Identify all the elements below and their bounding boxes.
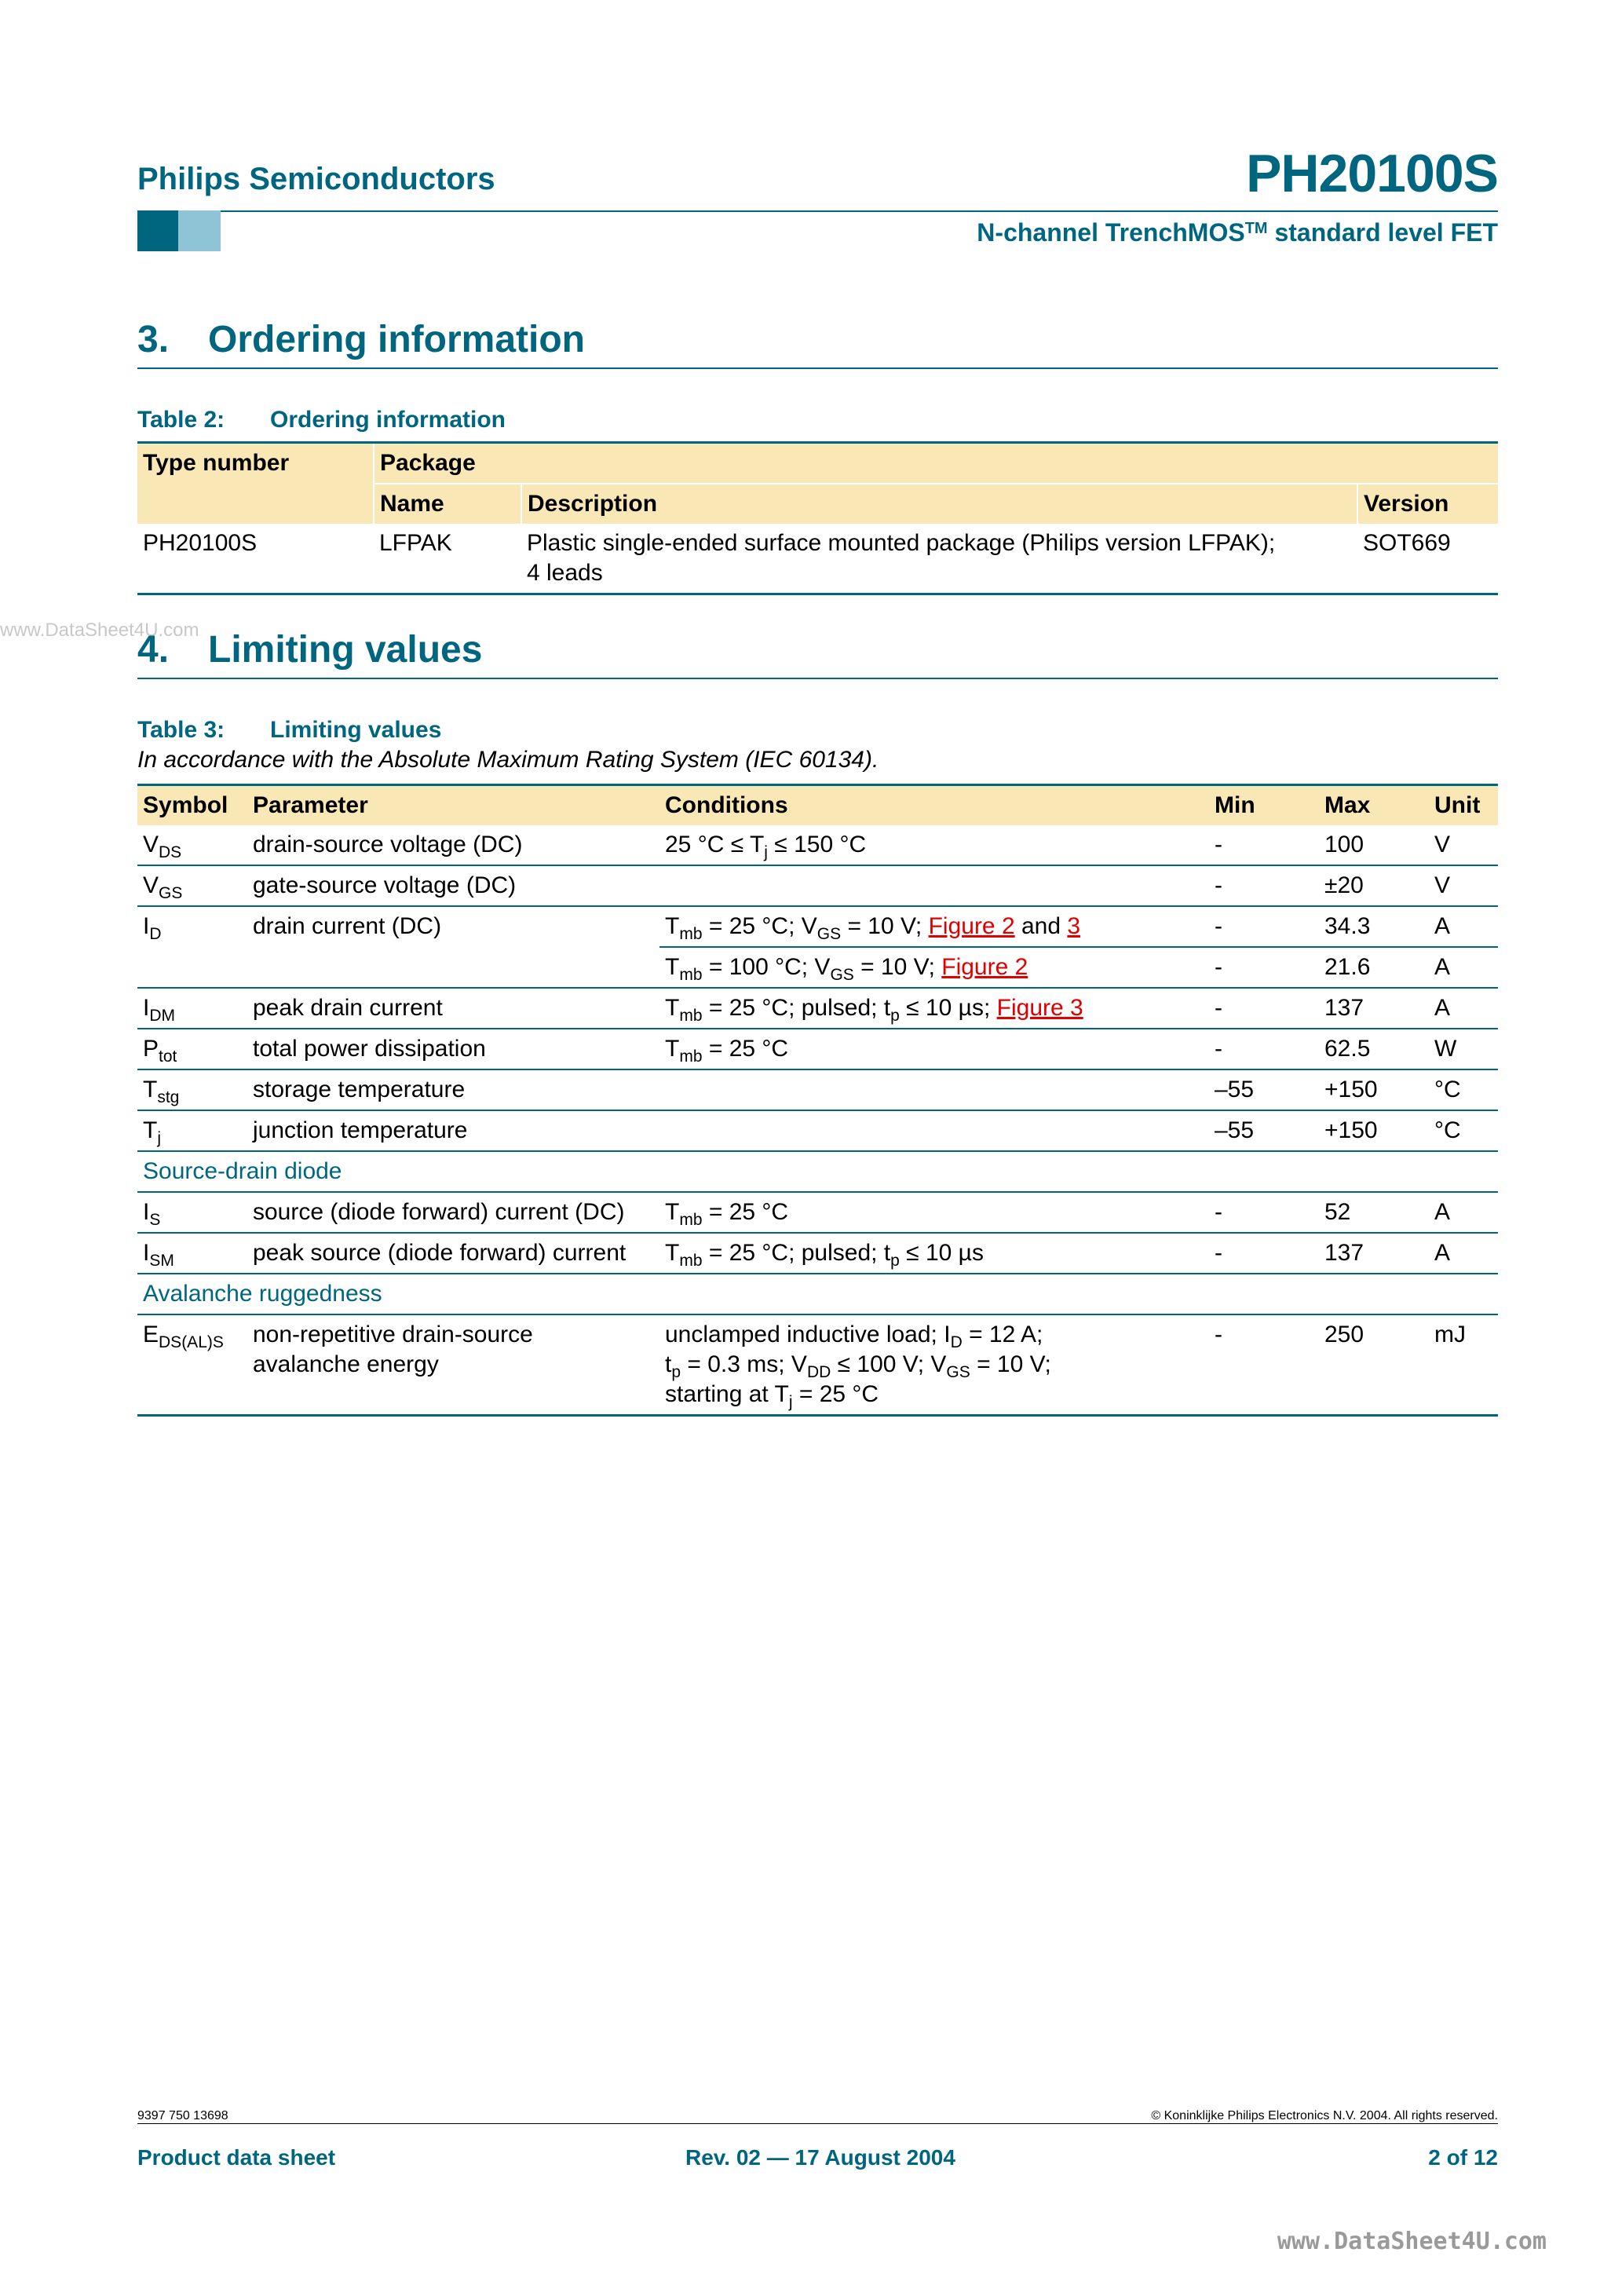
page-number: 2 of 12 xyxy=(1428,2145,1498,2170)
header-min: Min xyxy=(1209,785,1319,826)
copyright: © Koninklijke Philips Electronics N.V. 2004. All rights reserved. xyxy=(1151,2109,1498,2122)
figure-2-link[interactable]: Figure 2 xyxy=(928,913,1015,939)
section-rule xyxy=(137,678,1498,679)
watermark-side: www.DataSheet4U.com xyxy=(0,620,199,641)
table-row: $T_{stg}$ storage temperature –55 +150 °C xyxy=(137,1069,1498,1110)
footer-rule xyxy=(137,2123,1498,2124)
table-row: $V_{GS}$ gate-source voltage (DC) - ±20 V xyxy=(137,865,1498,906)
table-row: PH20100S LFPAK Plastic single-ended surface mounted package (Philips version LFPAK); 4 leads SOT669 xyxy=(137,524,1498,594)
table-caption-limiting: Table 3: Limiting values xyxy=(137,717,442,743)
header-parameter: Parameter xyxy=(247,785,659,826)
table-row: $P_{tot}$ total power dissipation $T_{mb} = 25$ °C - 62.5 W xyxy=(137,1029,1498,1069)
header-rule xyxy=(137,210,1498,212)
header-name: Name xyxy=(374,484,521,524)
table-row: $I_{DM}$ peak drain current $T_{mb} = 25$ °C; pulsed; $t_p \le 10$ µs; Figure 3 - 137 A xyxy=(137,988,1498,1029)
document-subtitle: N-channel TrenchMOS™ standard level FET xyxy=(977,218,1498,247)
table-row: $I_D$ drain current (DC) $T_{mb} = 25$ °C; $V_{GS} = 10$ V; Figure 2 and 3 - 34.3 A xyxy=(137,906,1498,947)
group-row-source-drain-diode: Source-drain diode xyxy=(137,1151,1498,1192)
header-symbol: Symbol xyxy=(137,785,247,826)
footer-doc-type: Product data sheet xyxy=(137,2145,336,2170)
watermark-bottom: www.DataSheet4U.com xyxy=(1277,2228,1547,2255)
table-row: $T_{mb} = 100$ °C; $V_{GS} = 10$ V; Figure 2 - 21.6 A xyxy=(137,947,1498,988)
header-type-number: Type number xyxy=(137,443,374,525)
table-row: $E_{DS(AL)S}$ non-repetitive drain-source avalanche energy unclamped inductive load; $I_D = 12$ A; $t_p = 0.3$ ms; $V_{DD} \le 100$ V; $V_{GS} = 10$ V; starting at $T_j = 25$ °C - 250 mJ xyxy=(137,1314,1498,1416)
section-heading-ordering: 3. Ordering information xyxy=(137,319,585,360)
figure-2-link[interactable]: Figure 2 xyxy=(941,954,1028,980)
header-unit: Unit xyxy=(1429,785,1498,826)
header-package: Package xyxy=(374,443,1498,484)
table-row: $I_S$ source (diode forward) current (DC) $T_{mb} = 25$ °C - 52 A xyxy=(137,1192,1498,1233)
header-max: Max xyxy=(1319,785,1429,826)
limiting-values-table xyxy=(137,784,1498,1417)
table-row: $V_{DS}$ drain-source voltage (DC) 25 $^\circ C \le T_j \le 150$ °C - 100 V xyxy=(143,832,1451,861)
section-rule xyxy=(137,367,1498,369)
company-name: Philips Semiconductors xyxy=(137,162,495,196)
table-row: $I_{SM}$ peak source (diode forward) current $T_{mb} = 25$ °C; pulsed; $t_p \le 10$ µs - 137 A xyxy=(137,1233,1498,1274)
group-row-avalanche-ruggedness: Avalanche ruggedness xyxy=(137,1274,1498,1314)
footer-revision: Rev. 02 — 17 August 2004 xyxy=(685,2145,955,2170)
trademark-mark: TM xyxy=(1244,220,1268,237)
figure-3-link[interactable]: 3 xyxy=(1067,913,1081,939)
table-note: In accordance with the Absolute Maximum Rating System (IEC 60134). xyxy=(137,747,879,773)
logo-block-light xyxy=(178,210,221,251)
table-caption-ordering: Table 2: Ordering information xyxy=(137,407,506,433)
figure-3-link[interactable]: Figure 3 xyxy=(996,995,1083,1021)
logo-block-dark xyxy=(137,210,178,251)
section-heading-limiting: 4. Limiting values xyxy=(137,629,483,671)
header-conditions: Conditions xyxy=(659,785,1209,826)
part-number: PH20100S xyxy=(1246,144,1498,203)
ordering-table xyxy=(137,441,1498,595)
header-version: Version xyxy=(1357,484,1498,524)
document-number: 9397 750 13698 xyxy=(137,2109,228,2122)
table-row: $T_j$ junction temperature –55 +150 °C xyxy=(137,1110,1498,1151)
header-description: Description xyxy=(521,484,1357,524)
